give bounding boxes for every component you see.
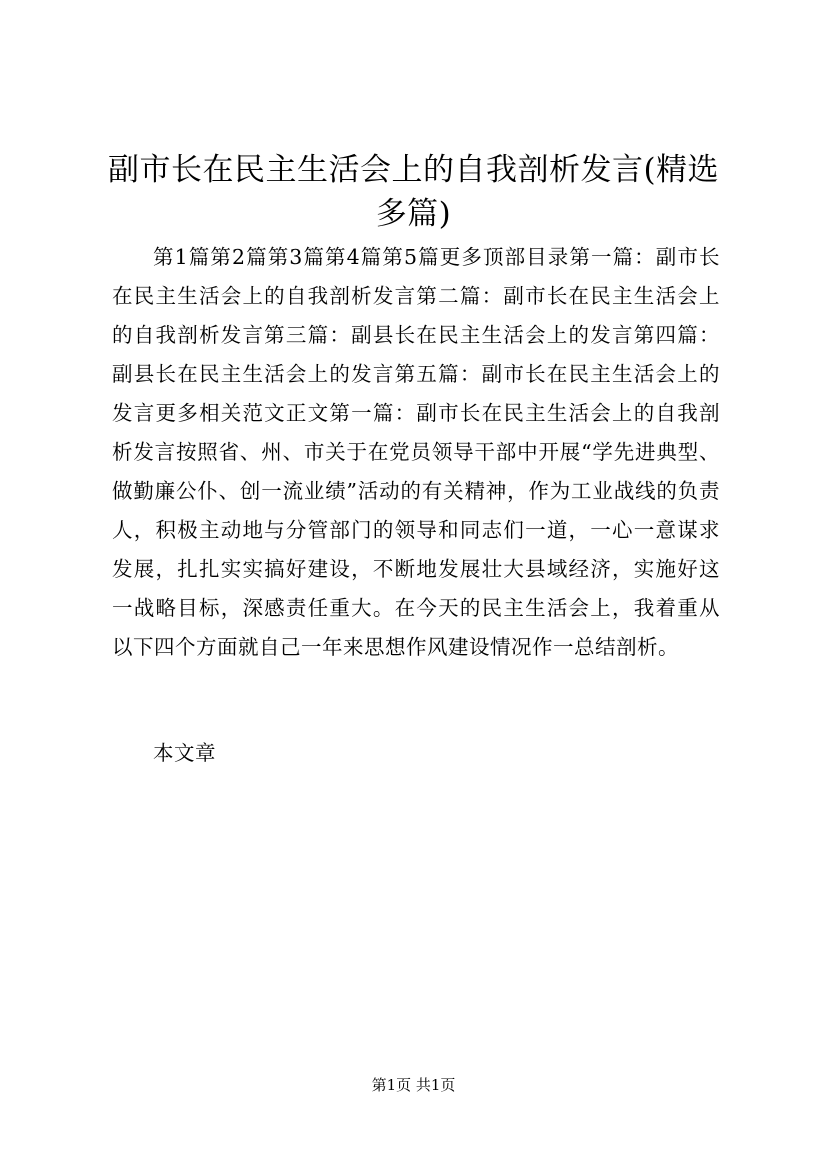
document-title: 副市长在民主生活会上的自我剖析发言(精选多篇) <box>107 152 720 232</box>
body-paragraph: 第1篇第2篇第3篇第4篇第5篇更多顶部目录第一篇：副市长在民主生活会上的自我剖析发言第二篇：副市长在民主生活会上的自我剖析发言第三篇：副县长在民主生活会上的发言第四篇：副县长在民主生活会上的发言第五篇：副市长在民主生活会上的发言更多相关范文正文第一篇：副市长在民主生活会上的自我剖析发言按照省、州、市关于在党员领导干部中开展“学先进典型、做勤廉公仆、创一流业绩”活动的有关精神，作为工业战线的负责人，积极主动地与分管部门的领导和同志们一道，一心一意谋求发展，扎扎实实搞好建设，不断地发展壮大县域经济，实施好这一战略目标，深感责任重大。在今天的民主生活会上，我着重从以下四个方面就自己一年来思想作风建设情况作一总结剖析。 <box>112 245 720 659</box>
page-footer: 第1页 共1页 <box>371 1076 456 1094</box>
body-paragraph-truncated: 本文章 <box>153 741 216 765</box>
